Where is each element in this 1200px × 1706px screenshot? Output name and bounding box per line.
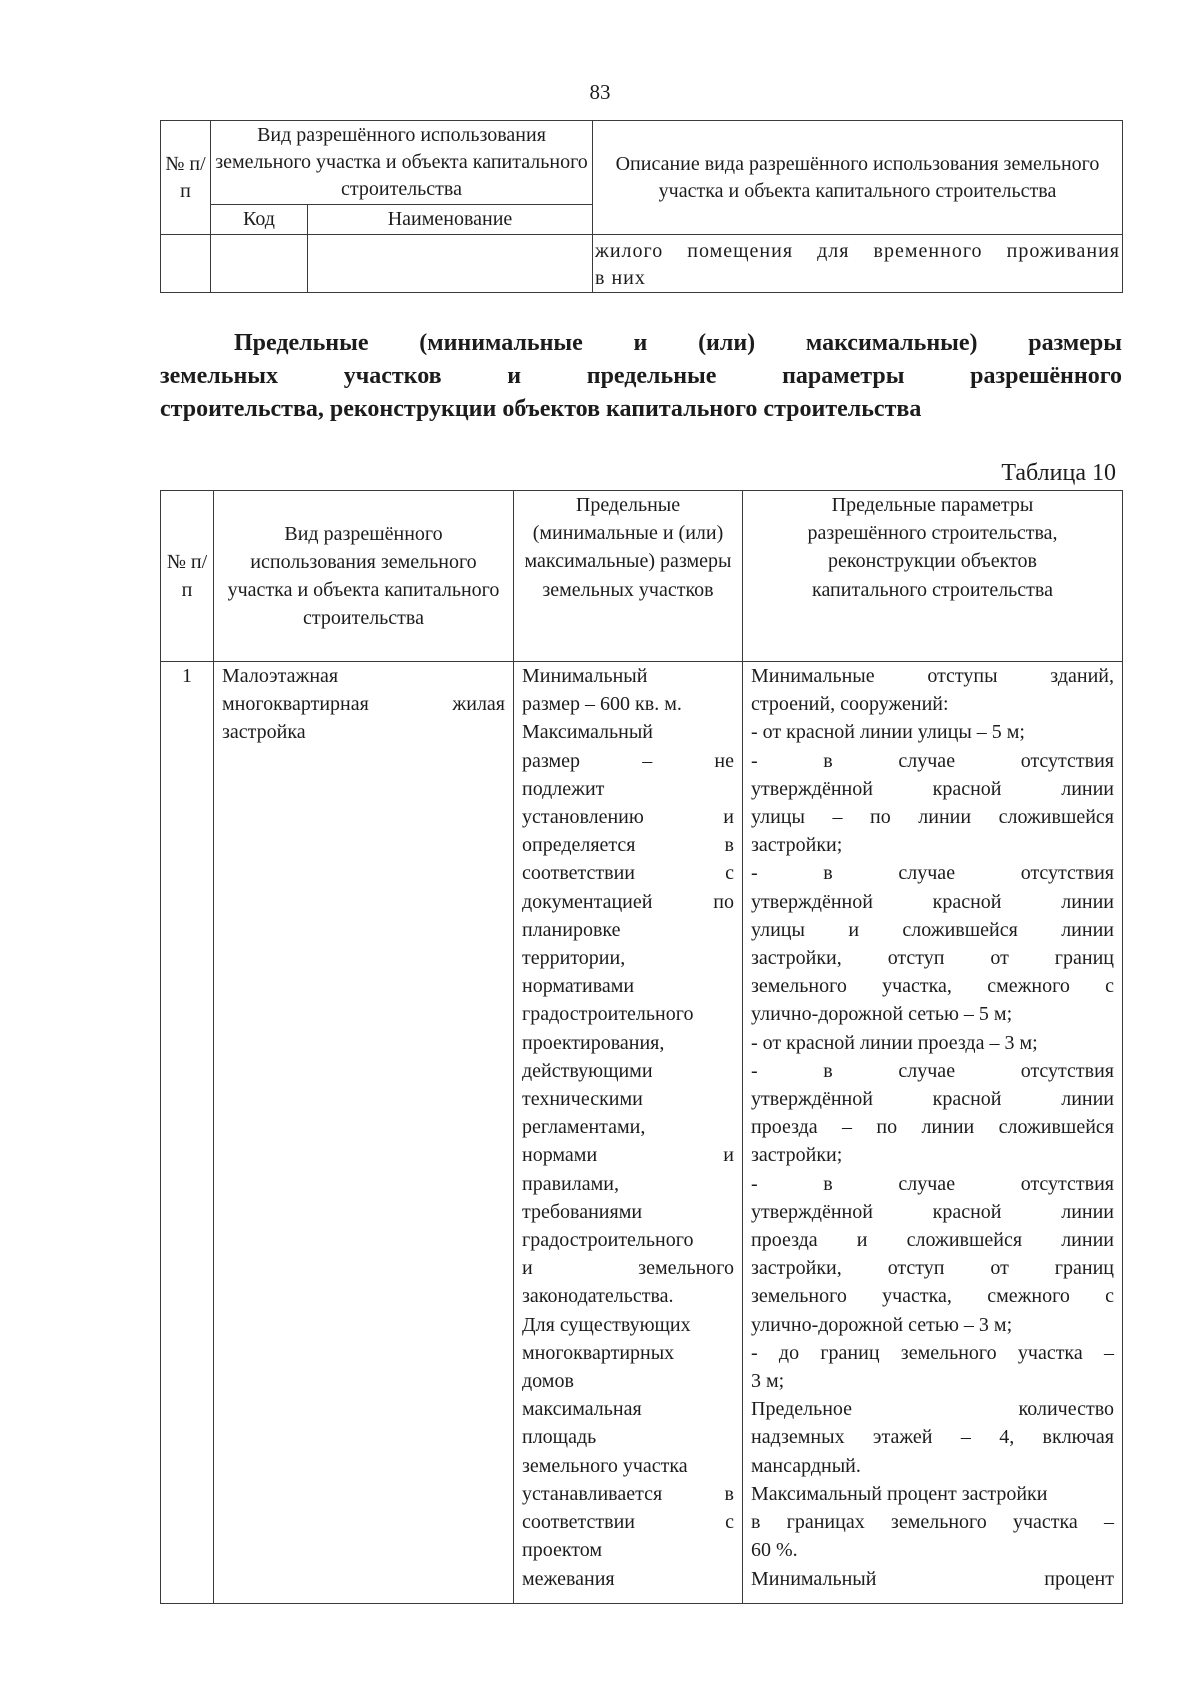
- params-line: земельного участка, смежного с: [751, 1285, 1114, 1308]
- continued-table: [160, 120, 1123, 293]
- col-name-header: Наименование: [308, 205, 593, 235]
- params-line: Предельное количество: [751, 1398, 1114, 1421]
- cont-code-cell: [211, 235, 308, 293]
- sizes-line: площадь: [522, 1426, 597, 1449]
- cont-name-cell: [308, 235, 593, 293]
- sizes-line: установлению и: [522, 806, 734, 829]
- params-line: - в случае отсутствия: [751, 1059, 1114, 1082]
- params-line: проезда и сложившейся линии: [751, 1229, 1114, 1252]
- sizes-line: законодательства.: [522, 1285, 674, 1308]
- sizes-line: правилами,: [522, 1172, 619, 1195]
- params-line: проезда – по линии сложившейся: [751, 1116, 1114, 1139]
- sizes-line: соответствии с: [522, 1511, 734, 1534]
- col-type-group-header: Вид разрешённого использования земельного участка и объекта капитального строительства: [211, 121, 593, 205]
- header-params: Предельные параметры разрешённого строительства, реконструкции объектов капитального строительства: [743, 491, 1123, 662]
- params-line: улично-дорожной сетью – 3 м;: [751, 1313, 1013, 1336]
- sizes-line: домов: [522, 1370, 574, 1393]
- sizes-line: требованиями: [522, 1200, 643, 1223]
- type-line: Малоэтажная: [222, 665, 339, 687]
- params-line: улицы – по линии сложившейся: [751, 806, 1114, 829]
- params-line: - в случае отсутствия: [751, 862, 1114, 885]
- page-number: 83: [589, 80, 611, 104]
- type-line: застройка: [222, 721, 306, 744]
- params-line: 3 м;: [751, 1370, 785, 1393]
- cont-desc-line: жилого помещения для временного проживания: [595, 240, 1120, 262]
- sizes-line: нормативами: [522, 975, 635, 998]
- params-line: улицы и сложившейся линии: [751, 918, 1114, 941]
- params-line: в границах земельного участка –: [751, 1511, 1114, 1534]
- params-line: застройки;: [751, 834, 843, 857]
- params-line: земельного участка, смежного с: [751, 975, 1114, 998]
- section-heading: [160, 327, 1122, 426]
- params-line: застройки, отступ от границ: [751, 947, 1114, 970]
- params-line: утверждённой красной линии: [751, 1088, 1114, 1111]
- sizes-line: межевания: [522, 1567, 615, 1590]
- sizes-line: многоквартирных: [522, 1341, 675, 1364]
- params-line: Минимальный процент: [751, 1567, 1114, 1590]
- params-line: строений, сооружений:: [751, 693, 949, 716]
- params-line: улично-дорожной сетью – 5 м;: [751, 1003, 1013, 1026]
- col-desc-header: Описание вида разрешённого использования земельного участка и объекта капитального строительства: [593, 121, 1123, 235]
- sizes-line: Для существующих: [522, 1313, 691, 1336]
- sizes-line: градостроительного: [522, 1003, 694, 1026]
- row-sizes: [514, 662, 743, 1604]
- heading-line: строительства, реконструкции объектов капитального строительства: [160, 396, 922, 422]
- params-line: Максимальный процент застройки: [751, 1482, 1048, 1505]
- row-params: [743, 662, 1123, 1604]
- row-num: 1: [161, 662, 214, 1604]
- sizes-line: соответствии с: [522, 862, 734, 885]
- heading-line: Предельные (минимальные и (или) максимальные) размеры: [234, 330, 1122, 356]
- params-line: - в случае отсутствия: [751, 749, 1114, 772]
- params-line: утверждённой красной линии: [751, 890, 1114, 913]
- sizes-line: градостроительного: [522, 1229, 694, 1252]
- params-line: - от красной линии улицы – 5 м;: [751, 721, 1025, 744]
- sizes-line: планировке: [522, 918, 621, 941]
- sizes-line: техническими: [522, 1088, 643, 1111]
- sizes-line: максимальная: [522, 1398, 642, 1421]
- table-caption: Таблица 10: [1001, 460, 1116, 486]
- sizes-line: документацией по: [522, 890, 734, 913]
- col-num-header: № п/п: [161, 121, 211, 235]
- cont-desc-line: в них: [595, 267, 646, 289]
- params-line: - от красной линии проезда – 3 м;: [751, 1031, 1038, 1054]
- sizes-line: регламентами,: [522, 1116, 646, 1139]
- col-code-header: Код: [211, 205, 308, 235]
- sizes-line: проектирования,: [522, 1031, 665, 1054]
- row-type: [214, 662, 514, 1604]
- params-line: утверждённой красной линии: [751, 777, 1114, 800]
- sizes-line: определяется в: [522, 834, 734, 857]
- params-line: - в случае отсутствия: [751, 1172, 1114, 1195]
- cont-desc-cell: [593, 235, 1123, 293]
- limits-table: [160, 490, 1123, 1604]
- params-line: 60 %.: [751, 1539, 798, 1562]
- sizes-line: и земельного: [522, 1257, 734, 1280]
- sizes-line: размер – 600 кв. м.: [522, 693, 682, 716]
- sizes-line: действующими: [522, 1059, 653, 1082]
- header-type: Вид разрешённого использования земельного участка и объекта капитального строительства: [214, 491, 514, 662]
- sizes-line: устанавливается в: [522, 1482, 734, 1505]
- params-line: застройки;: [751, 1144, 843, 1167]
- sizes-line: подлежит: [522, 777, 605, 800]
- sizes-line: размер – не: [522, 749, 734, 772]
- params-line: - до границ земельного участка –: [751, 1341, 1114, 1364]
- heading-line: земельных участков и предельные параметры разрешённого: [160, 363, 1122, 389]
- sizes-line: Минимальный: [522, 665, 648, 687]
- header-num: № п/п: [161, 491, 214, 662]
- params-line: утверждённой красной линии: [751, 1200, 1114, 1223]
- sizes-line: Максимальный: [522, 721, 653, 744]
- params-line: Минимальные отступы зданий,: [751, 665, 1114, 687]
- sizes-line: земельного участка: [522, 1454, 688, 1477]
- type-line: многоквартирная жилая: [222, 693, 505, 716]
- cont-num-cell: [161, 235, 211, 293]
- params-line: мансардный.: [751, 1454, 861, 1477]
- header-sizes: Предельные (минимальные и (или) максимальные) размеры земельных участков: [514, 491, 743, 662]
- sizes-line: территории,: [522, 947, 626, 970]
- params-line: застройки, отступ от границ: [751, 1257, 1114, 1280]
- sizes-line: нормами и: [522, 1144, 734, 1167]
- params-line: надземных этажей – 4, включая: [751, 1426, 1114, 1449]
- sizes-line: проектом: [522, 1539, 603, 1562]
